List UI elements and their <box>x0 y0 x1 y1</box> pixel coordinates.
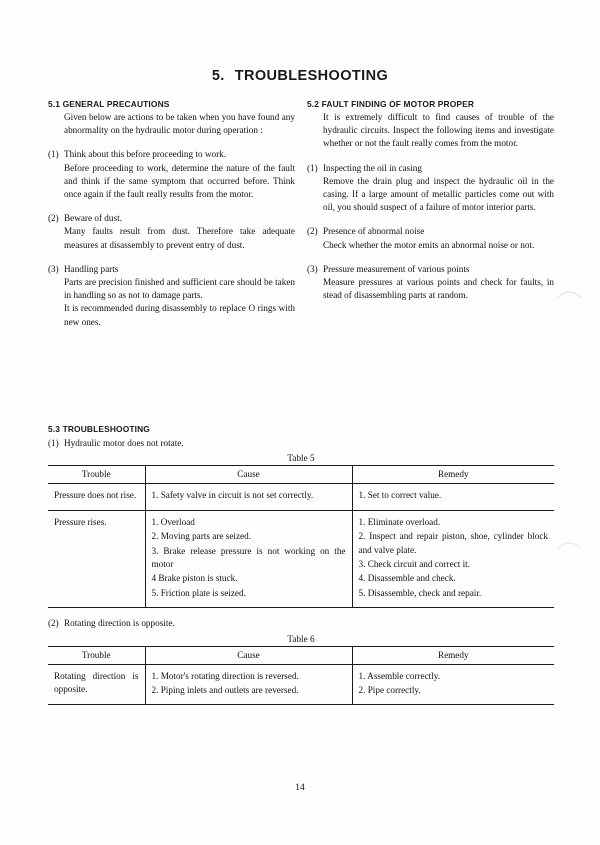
section-heading-5-3: 5.3 TROUBLESHOOTING <box>48 424 150 434</box>
list-item-heading: Beware of dust. <box>64 213 122 224</box>
table-6 <box>48 646 554 706</box>
cell-text: 2. Moving parts are seized. <box>151 531 252 542</box>
table-row <box>48 510 554 607</box>
cell-text: 2. Inspect and repair piston, shoe, cylinder block and valve plate. <box>358 531 548 555</box>
scan-artifact-mark <box>556 540 582 552</box>
subsection-1-marker: (1) <box>48 438 59 448</box>
list-item <box>48 148 295 201</box>
table6-r0-remedy <box>352 664 554 705</box>
cell-text: 1. Motor's rotating direction is reversed. <box>151 670 299 681</box>
cell-list <box>152 516 346 600</box>
list-item <box>152 516 346 529</box>
table5-header-cause: Cause <box>145 466 352 484</box>
list-item <box>152 572 346 585</box>
list-item-marker: (1) <box>307 162 318 173</box>
table5-r1-remedy <box>352 510 554 607</box>
list-item <box>359 587 549 600</box>
subsection-1-text: Hydraulic motor does not rotate. <box>64 438 184 448</box>
list-item-body: Parts are precision finished and sufficient care should be taken in handling so as not to damage parts. <box>64 277 295 301</box>
list-item-marker: (3) <box>48 263 59 274</box>
list-item <box>359 489 549 502</box>
cell-list <box>359 670 549 698</box>
section-heading-5-1: 5.1 GENERAL PRECAUTIONS <box>48 99 170 109</box>
table-header-row <box>48 466 554 484</box>
cell-text: 1. Set to correct value. <box>358 490 442 501</box>
cell-list <box>152 670 346 698</box>
list-item <box>359 684 549 697</box>
list-item-marker: (2) <box>48 213 59 224</box>
list-item <box>359 516 549 529</box>
cell-text: 1. Assemble correctly. <box>358 670 441 681</box>
body-columns <box>48 99 554 329</box>
page-title <box>0 68 600 84</box>
list-item-body: Check whether the motor emits an abnormal noise or not. <box>323 239 535 250</box>
cell-text: 5. Friction plate is seized. <box>151 587 246 598</box>
list-item-heading: Think about this before proceeding to work. <box>64 149 227 160</box>
section-heading-5-2: 5.2 FAULT FINDING OF MOTOR PROPER <box>307 99 475 109</box>
list-item <box>48 212 295 252</box>
table5-r0-trouble <box>48 484 145 510</box>
table5-header-trouble: Trouble <box>48 466 145 484</box>
table6-r0-trouble <box>48 664 145 705</box>
cell-text: 2. Piping inlets and outlets are reversed. <box>151 685 299 696</box>
list-item <box>359 572 549 585</box>
table5-r0-remedy <box>352 484 554 510</box>
section-5-2-lead: It is extremely difficult to find causes of trouble of the hydraulic circuits. Inspect the following items and investigate whether or not the fault really comes from the motor. <box>323 112 554 149</box>
cell-text: 1. Overload <box>151 516 195 527</box>
list-item <box>359 670 549 683</box>
cell-text: Pressure rises. <box>54 516 107 527</box>
table5-r0-cause <box>145 484 352 510</box>
list-item-body: Measure pressures at various points and check for faults, in stead of disassembling parts at random. <box>323 277 554 301</box>
cell-list <box>152 489 346 502</box>
table6-header-cause: Cause <box>145 646 352 664</box>
list-item <box>359 530 549 557</box>
list-item-heading: Pressure measurement of various points <box>323 263 470 274</box>
table6-header-trouble: Trouble <box>48 646 145 664</box>
subsection-1-label <box>48 437 554 450</box>
list-item-heading: Handling parts <box>64 263 119 274</box>
list-item <box>152 587 346 600</box>
column-left <box>48 99 295 329</box>
cell-text: 3. Check circuit and correct it. <box>358 559 470 570</box>
table-header-row <box>48 646 554 664</box>
list-item-body: Many faults result from dust. Therefore take adequate measures at disassembly to prevent entry of dust. <box>64 226 295 250</box>
table5-header-remedy: Remedy <box>352 466 554 484</box>
list-item <box>152 545 346 572</box>
table-row <box>48 664 554 705</box>
subsection-2-text: Rotating direction is opposite. <box>64 618 175 629</box>
cell-text: Rotating direction is opposite. <box>54 670 139 695</box>
list-item <box>152 670 346 683</box>
list-item <box>48 263 295 329</box>
table5-r1-cause <box>145 510 352 607</box>
list-item <box>307 225 554 251</box>
cell-text: 1. Safety valve in circuit is not set correctly. <box>151 490 314 501</box>
section-5-3 <box>48 424 554 705</box>
list-item-marker: (1) <box>48 149 59 160</box>
list-item-heading: Presence of abnormal noise <box>323 226 425 237</box>
list-item-heading: Inspecting the oil in casing <box>323 162 422 173</box>
table6-header-remedy: Remedy <box>352 646 554 664</box>
table6-caption: Table 6 <box>287 633 315 644</box>
page-number: 14 <box>295 783 305 793</box>
cell-text: 3. Brake release pressure is not working on the motor <box>151 545 346 570</box>
cell-text: 2. Pipe correctly. <box>358 685 421 696</box>
subsection-2-label <box>48 617 554 630</box>
scan-artifact-mark <box>556 289 582 301</box>
cell-list <box>359 489 549 502</box>
table5-caption: Table 5 <box>287 453 315 464</box>
table-row <box>48 484 554 510</box>
page-title-text: TROUBLESHOOTING <box>234 68 389 84</box>
cell-text: 4 Brake piston is stuck. <box>151 573 238 584</box>
table6-r0-cause <box>145 664 352 705</box>
list-item-body: Before proceeding to work, determine the nature of the fault and think if the same symptom that occurred before. Think once again if the fault really results from the motor. <box>64 162 295 200</box>
table-5 <box>48 465 554 608</box>
list-item <box>152 684 346 697</box>
column-right <box>307 99 554 329</box>
cell-text: 1. Eliminate overload. <box>358 516 441 527</box>
list-item <box>307 162 554 215</box>
list-item <box>359 558 549 571</box>
cell-text: Pressure does not rise. <box>54 490 137 501</box>
list-item-body-2: It is recommended during disassembly to replace O rings with new ones. <box>64 303 295 327</box>
table5-r1-trouble <box>48 510 145 607</box>
list-item-marker: (2) <box>307 226 318 237</box>
cell-list <box>359 516 549 600</box>
list-item-body: Remove the drain plug and inspect the hydraulic oil in the casing. If a large amount of metallic particles come out with oil, you should suspect of a failure of motor interior parts. <box>323 175 554 213</box>
cell-text: 4. Disassemble and check. <box>358 573 456 584</box>
page-title-number: 5. <box>211 68 225 84</box>
subsection-2-marker: (2) <box>48 618 59 629</box>
list-item <box>152 489 346 502</box>
list-item <box>307 263 554 303</box>
section-5-1-lead: Given below are actions to be taken when you have found any abnormality on the hydraulic motor during operation : <box>64 112 295 136</box>
list-item <box>152 530 346 543</box>
cell-text: 5. Disassemble, check and repair. <box>358 587 482 598</box>
list-item-marker: (3) <box>307 263 318 274</box>
